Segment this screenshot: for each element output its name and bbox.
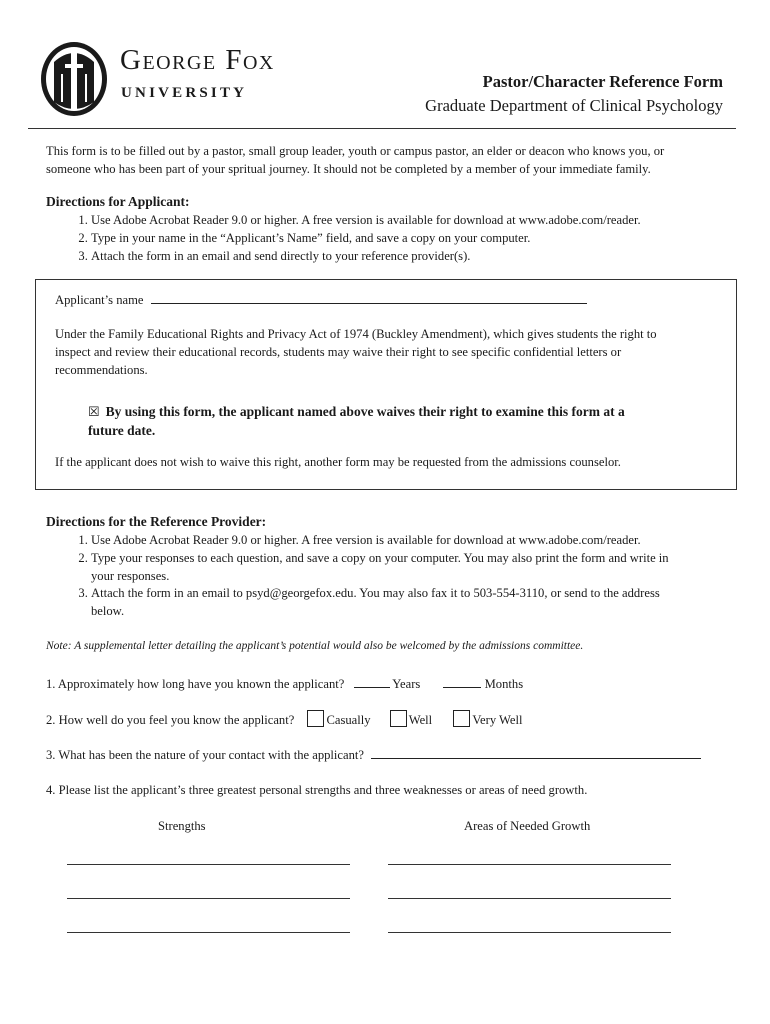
question-4-label: 4. Please list the applicant’s three greatest personal strengths and three weaknesses or areas of need growth. — [46, 783, 588, 797]
intro-line-1: This form is to be filled out by a pastor, small group leader, youth or campus pastor, an elder or deacon who knows you, or — [46, 144, 665, 158]
no-waiver-text: If the applicant does not wish to waive this right, another form may be requested from the admissions counselor. — [55, 455, 621, 469]
question-2 — [46, 710, 523, 729]
strengths-heading: Strengths — [158, 819, 206, 833]
applicant-directions-list — [46, 212, 736, 265]
provider-direction-3 — [91, 585, 736, 621]
logo-wordmark-university: UNIVERSITY — [121, 85, 248, 101]
provider-direction-2-line-2: your responses. — [91, 568, 170, 583]
university-logo — [40, 40, 110, 118]
casually-checkbox[interactable] — [307, 710, 324, 727]
waiver-statement — [88, 402, 708, 440]
growth-field-1[interactable] — [388, 864, 671, 865]
ferpa-line-3: recommendations. — [55, 363, 148, 377]
provider-direction-2-line-1: 2. Type your responses to each question, and save a copy on your computer. You may also print the form and write in — [91, 550, 669, 565]
department-name: Graduate Department of Clinical Psychology — [425, 96, 723, 115]
applicant-name-field[interactable] — [151, 302, 587, 304]
question-1-label: 1. Approximately how long have you known the applicant? — [46, 677, 345, 691]
provider-direction-3-line-2: below. — [91, 604, 125, 619]
growth-field-3[interactable] — [388, 932, 671, 933]
very-well-label: Very Well — [472, 713, 523, 727]
applicant-direction-3: 3. Attach the form in an email and send directly to your reference provider(s). — [91, 248, 736, 266]
provider-directions-heading: Directions for the Reference Provider: — [46, 514, 267, 529]
ferpa-line-1: Under the Family Educational Rights and Privacy Act of 1974 (Buckley Amendment), which gives students the right to — [55, 327, 657, 341]
months-label: Months — [484, 677, 524, 691]
provider-directions-list — [46, 532, 736, 621]
supplemental-note: Note: A supplemental letter detailing the applicant’s potential would also be welcomed by the admissions committee. — [46, 640, 584, 652]
well-checkbox[interactable] — [390, 710, 407, 727]
strength-field-2[interactable] — [67, 898, 350, 899]
question-3-label: 3. What has been the nature of your contact with the applicant? — [46, 748, 364, 762]
form-title: Pastor/Character Reference Form — [482, 72, 723, 91]
applicant-direction-1: 1. Use Adobe Acrobat Reader 9.0 or higher. A free version is available for download at www.adobe.com/reader. — [91, 212, 736, 230]
question-3 — [46, 746, 701, 764]
question-2-label: 2. How well do you feel you know the applicant? — [46, 713, 295, 727]
logo-wordmark-name: George Fox — [120, 44, 275, 76]
header-divider — [28, 128, 736, 129]
provider-direction-1: 1. Use Adobe Acrobat Reader 9.0 or higher. A free version is available for download at www.adobe.com/reader. — [91, 532, 736, 550]
months-field[interactable] — [443, 686, 481, 688]
applicant-name-row — [55, 291, 587, 309]
provider-direction-2 — [91, 550, 736, 586]
growth-field-2[interactable] — [388, 898, 671, 899]
george-fox-seal-icon — [40, 40, 110, 118]
casually-label: Casually — [326, 713, 371, 727]
waiver-line-1: By using this form, the applicant named above waives their right to examine this form at a — [105, 404, 625, 419]
intro-line-2: someone who has been part of your spritual journey. It should not be completed by a member of your immediate family. — [46, 162, 651, 176]
ferpa-paragraph — [55, 325, 725, 379]
strength-field-1[interactable] — [67, 864, 350, 865]
well-label: Well — [408, 713, 433, 727]
applicant-direction-2: 2. Type in your name in the “Applicant’s Name” field, and save a copy on your computer. — [91, 230, 736, 248]
provider-direction-3-line-1: 3. Attach the form in an email to psyd@georgefox.edu. You may also fax it to 503-554-3110, or send to the address — [91, 586, 660, 601]
applicant-directions-heading: Directions for Applicant: — [46, 194, 190, 209]
very-well-checkbox[interactable] — [453, 710, 470, 727]
growth-heading: Areas of Needed Growth — [464, 819, 591, 833]
years-label: Years — [392, 677, 421, 691]
strength-field-3[interactable] — [67, 932, 350, 933]
question-1 — [46, 675, 523, 693]
intro-paragraph — [46, 142, 736, 178]
years-field[interactable] — [354, 686, 390, 688]
contact-nature-field[interactable] — [371, 757, 701, 759]
applicant-name-label: Applicant’s name — [55, 293, 144, 307]
waiver-line-2: future date. — [88, 423, 156, 438]
waiver-checkbox[interactable]: ☒ — [88, 404, 100, 419]
ferpa-line-2: inspect and review their educational records, students may waive their right to see specific confidential letters or — [55, 345, 622, 359]
